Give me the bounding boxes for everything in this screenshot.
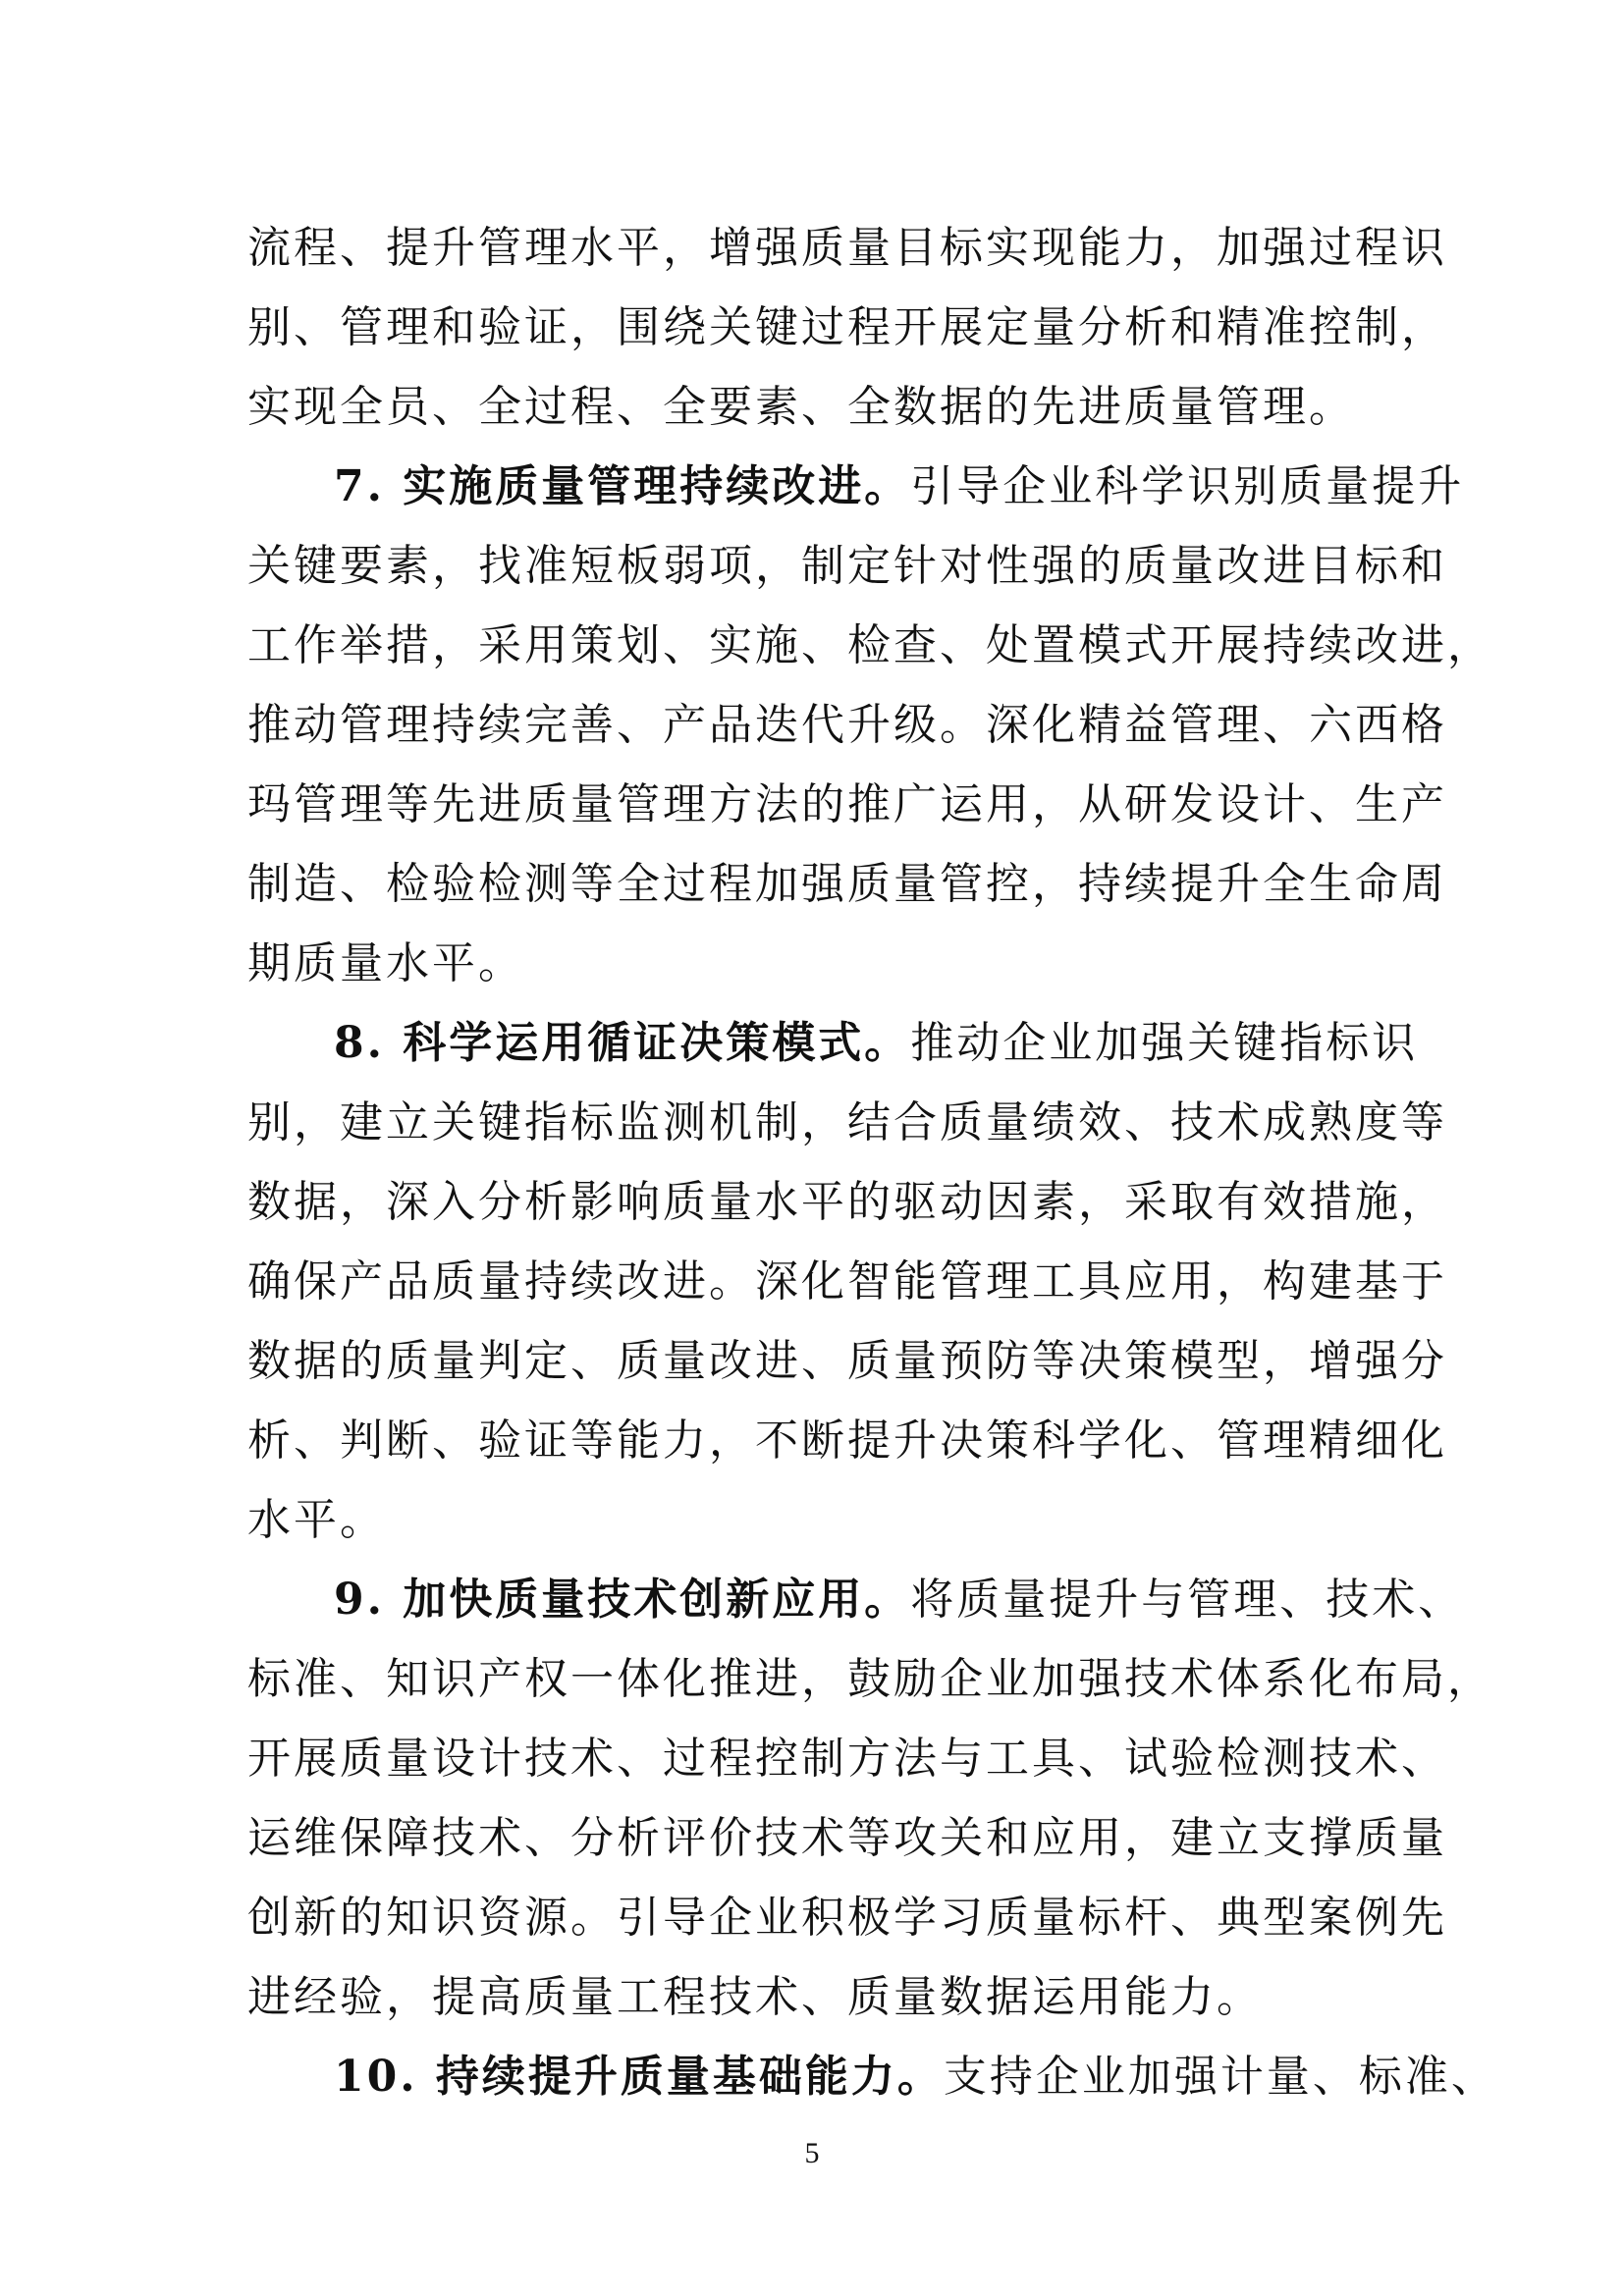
line-text: 数据，深入分析影响质量水平的驱动因素，采取有效措施， xyxy=(247,1177,1447,1227)
line-text: 引导企业科学识别质量提升 xyxy=(910,461,1465,511)
text-line xyxy=(247,765,1447,844)
section-line xyxy=(247,447,1465,526)
line-text: 确保产品质量持续改进。深化智能管理工具应用，构建基于 xyxy=(247,1256,1447,1307)
text-line xyxy=(247,1878,1447,1957)
line-text: 运维保障技术、分析评价技术等攻关和应用，建立支撑质量 xyxy=(247,1813,1447,1863)
text-line xyxy=(247,1957,1386,2037)
text-line xyxy=(247,924,1386,1003)
page-number: 5 xyxy=(804,2137,820,2169)
line-text: 别、管理和验证，围绕关键过程开展定量分析和精准控制， xyxy=(247,302,1447,352)
text-line xyxy=(247,1162,1447,1242)
line-text: 创新的知识资源。引导企业积极学习质量标杆、典型案例先 xyxy=(247,1893,1447,1943)
section-line xyxy=(247,2037,1497,2116)
section-heading: 7. 实施质量管理持续改进。 xyxy=(334,461,911,511)
line-text: 制造、检验检测等全过程加强质量管控，持续提升全生命周 xyxy=(247,859,1447,909)
line-text: 实现全员、全过程、全要素、全数据的先进质量管理。 xyxy=(247,382,1355,432)
line-text: 流程、提升管理水平，增强质量目标实现能力，加强过程识 xyxy=(247,223,1447,273)
text-line xyxy=(247,367,1386,447)
line-text: 数据的质量判定、质量改进、质量预防等决策模型，增强分 xyxy=(247,1336,1447,1386)
text-line xyxy=(247,1242,1447,1321)
section-heading: 8. 科学运用循证决策模式。 xyxy=(334,1018,911,1068)
line-text: 工作举措，采用策划、实施、检查、处置模式开展持续改进， xyxy=(247,620,1493,670)
text-line xyxy=(247,1639,1493,1719)
line-text: 别，建立关键指标监测机制，结合质量绩效、技术成熟度等 xyxy=(247,1097,1447,1148)
line-text: 水平。 xyxy=(247,1495,386,1545)
text-line xyxy=(247,288,1447,367)
line-text: 推动管理持续完善、产品迭代升级。深化精益管理、六西格 xyxy=(247,700,1447,750)
text-line xyxy=(247,208,1447,288)
text-line xyxy=(247,1480,1386,1560)
text-line xyxy=(247,844,1447,924)
line-text: 玛管理等先进质量管理方法的推广运用，从研发设计、生产 xyxy=(247,779,1447,829)
line-text: 期质量水平。 xyxy=(247,938,524,988)
section-heading: 9. 加快质量技术创新应用。 xyxy=(334,1575,911,1625)
line-text: 开展质量设计技术、过程控制方法与工具、试验检测技术、 xyxy=(247,1734,1447,1784)
section-line xyxy=(247,1560,1465,1639)
document-body xyxy=(247,208,1497,2116)
line-text: 将质量提升与管理、技术、 xyxy=(910,1575,1465,1625)
text-line xyxy=(247,1719,1447,1798)
line-text: 关键要素，找准短板弱项，制定针对性强的质量改进目标和 xyxy=(247,541,1447,591)
text-line xyxy=(247,1083,1447,1162)
line-text: 标准、知识产权一体化推进，鼓励企业加强技术体系化布局， xyxy=(247,1654,1493,1704)
section-heading: 10. 持续提升质量基础能力。 xyxy=(334,2052,944,2102)
text-line xyxy=(247,1798,1447,1878)
line-text: 进经验，提高质量工程技术、质量数据运用能力。 xyxy=(247,1972,1263,2022)
line-text: 支持企业加强计量、标准、 xyxy=(943,2052,1497,2102)
line-text: 推动企业加强关键指标识 xyxy=(910,1018,1419,1068)
text-line xyxy=(247,685,1447,765)
text-line xyxy=(247,526,1447,606)
section-line xyxy=(247,1003,1419,1083)
line-text: 析、判断、验证等能力，不断提升决策科学化、管理精细化 xyxy=(247,1415,1447,1466)
text-line xyxy=(247,1321,1447,1401)
text-line xyxy=(247,606,1493,685)
text-line xyxy=(247,1401,1447,1480)
